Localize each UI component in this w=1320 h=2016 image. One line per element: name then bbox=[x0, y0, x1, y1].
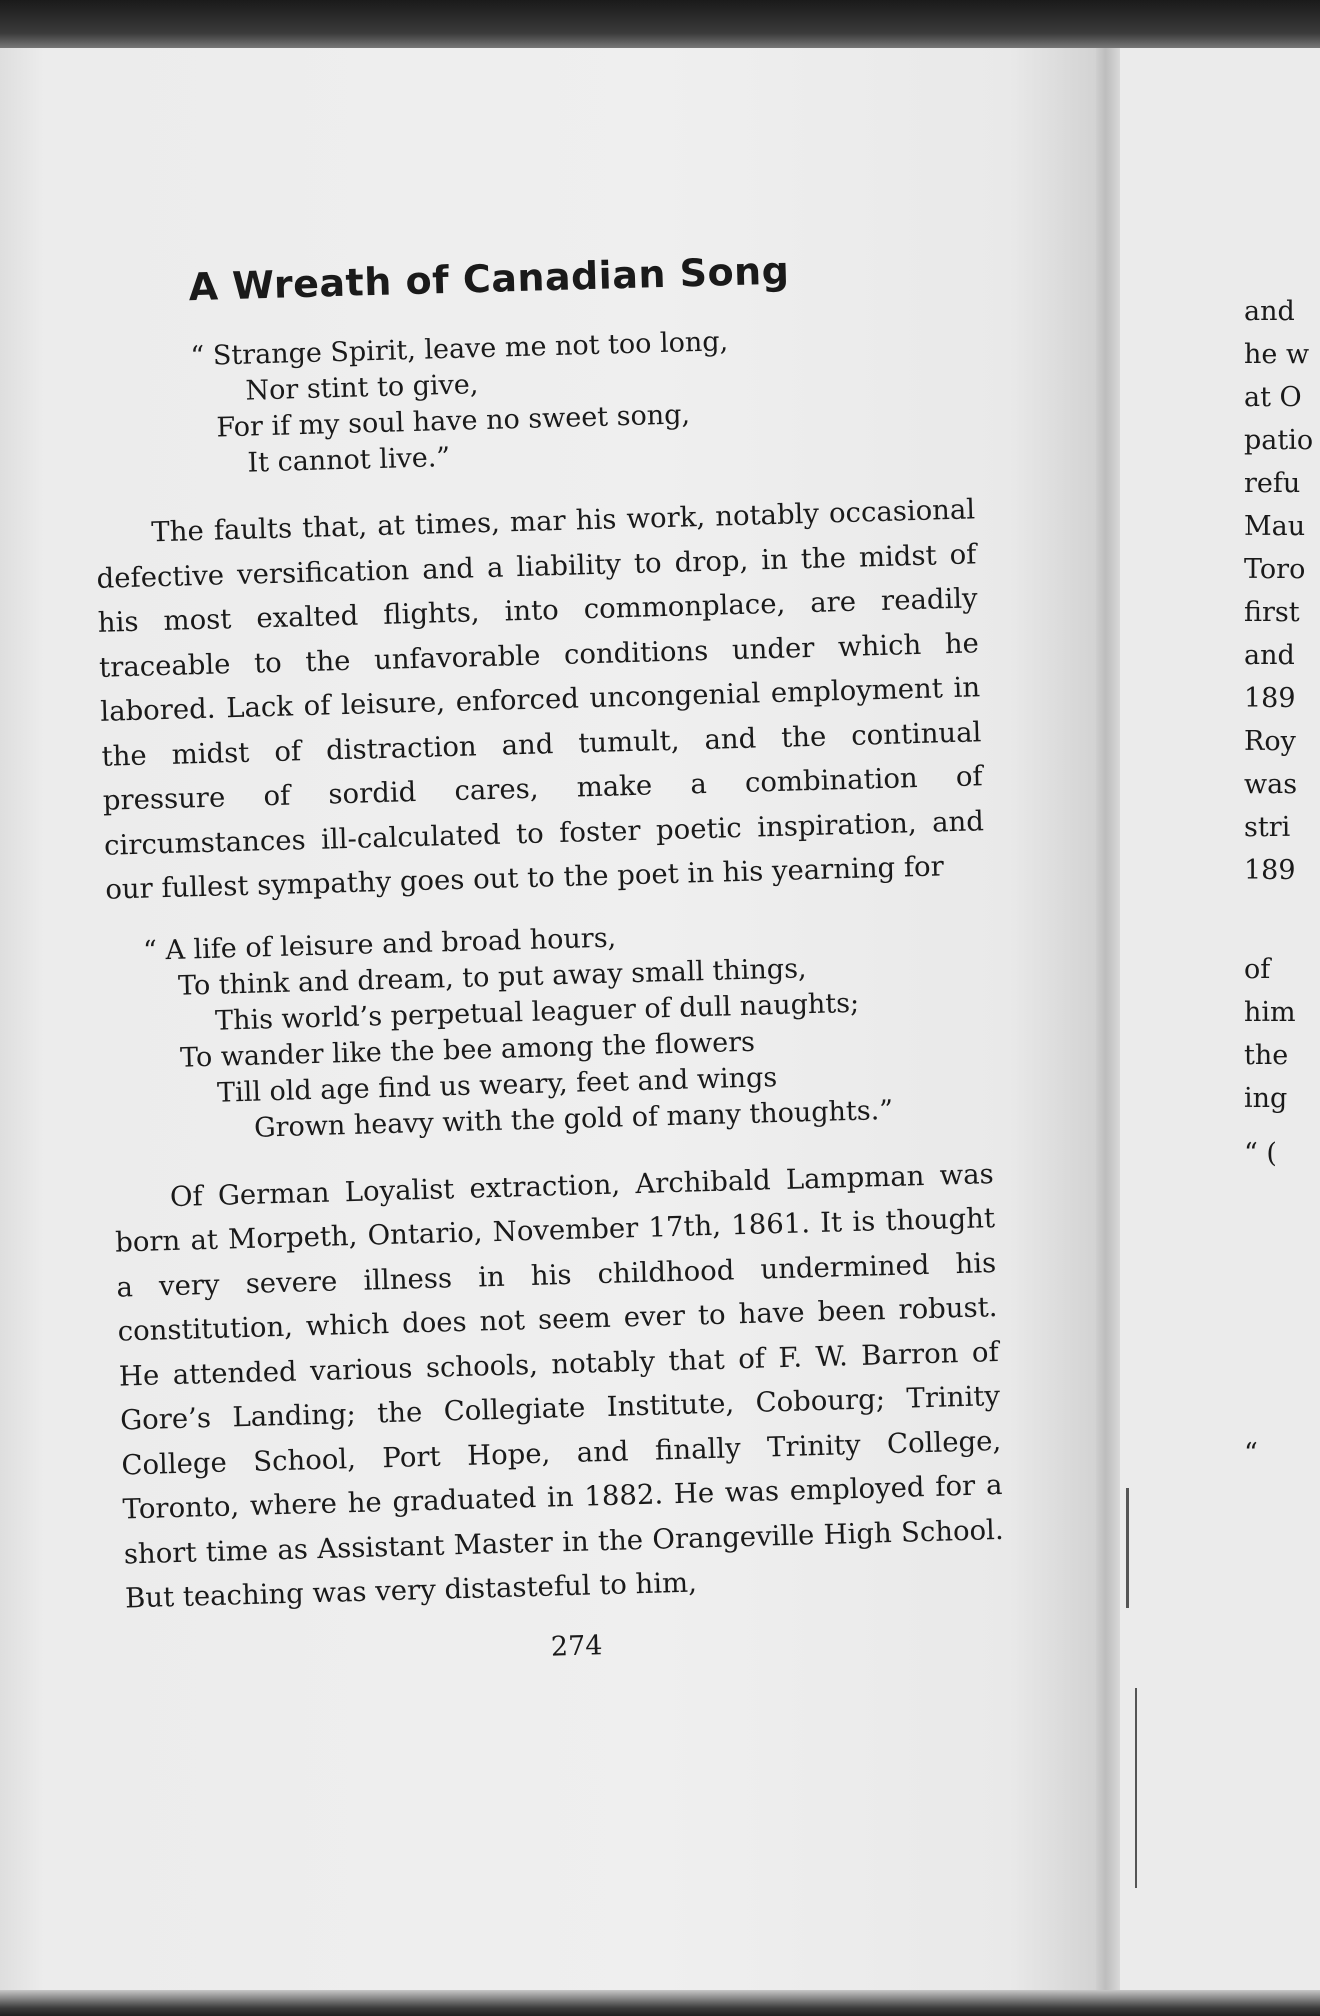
text-fragment: of bbox=[1244, 954, 1271, 985]
text-fragment: the bbox=[1244, 1040, 1289, 1071]
text-fragment: Roy bbox=[1244, 726, 1296, 757]
body-paragraph: The faults that, at times, mar his work, notably occasional defective versification and a liability to drop, in the midst of his most exalted flights, into commonplace, are readily traceable to the unfavorable conditions under which he labored. Lack of leisure, enforced uncongenial employment in the midst of distraction and tumult, and the continual pressure of sordid cares, make a combination of circumstances ill-calculated to foster poetic inspiration, and our fullest sympathy goes out to the poet in his yearning for bbox=[96, 493, 985, 906]
verse-line: “ A life of leisure and broad hours, bbox=[142, 922, 617, 967]
text-fragment: 189 bbox=[1244, 855, 1296, 886]
left-page bbox=[0, 48, 1098, 2016]
running-title: A Wreath of Canadian Song bbox=[187, 248, 790, 310]
text-fragment: was bbox=[1244, 769, 1298, 800]
text-fragment: “ bbox=[1244, 1438, 1258, 1469]
epigraph-verse bbox=[90, 317, 974, 486]
quoted-verse bbox=[107, 910, 993, 1150]
page-edge-shadow bbox=[1126, 1488, 1129, 1608]
text-fragment: “ ( bbox=[1244, 1138, 1277, 1169]
text-fragment: and bbox=[1244, 296, 1295, 327]
verse-line: For if my soul have no sweet song, bbox=[216, 399, 691, 444]
text-fragment: him bbox=[1244, 997, 1296, 1028]
page-text-block bbox=[88, 243, 1007, 1674]
text-fragment: he w bbox=[1244, 339, 1310, 370]
verse-line: To wander like the bee among the flowers bbox=[179, 1026, 756, 1074]
text-fragment: stri bbox=[1244, 812, 1291, 843]
verse-line: Grown heavy with the gold of many thoughts.” bbox=[253, 1094, 894, 1144]
verse-line: “ Strange Spirit, leave me not too long, bbox=[190, 326, 729, 373]
verse-line: It cannot live.” bbox=[247, 441, 451, 479]
book-gutter bbox=[1096, 48, 1120, 2016]
text-fragment: patio bbox=[1244, 425, 1314, 456]
text-fragment: refu bbox=[1244, 468, 1301, 499]
verse-line: Nor stint to give, bbox=[245, 369, 479, 407]
text-fragment: Mau bbox=[1244, 511, 1306, 542]
verse-line: This world’s perpetual leaguer of dull naughts; bbox=[214, 987, 860, 1037]
text-fragment: at O bbox=[1244, 382, 1302, 413]
page-edge-shadow bbox=[1135, 1688, 1137, 1888]
verse-line: To think and dream, to put away small things, bbox=[177, 952, 807, 1002]
text-fragment: ing bbox=[1244, 1083, 1288, 1114]
scan-bottom-edge bbox=[0, 1990, 1320, 2016]
text-fragment: Toro bbox=[1244, 554, 1306, 585]
verse-line: Till old age find us weary, feet and wings bbox=[216, 1061, 778, 1109]
page-number: 274 bbox=[550, 1629, 603, 1663]
text-fragment: first bbox=[1244, 597, 1300, 628]
text-fragment: and bbox=[1244, 640, 1295, 671]
body-paragraph: Of German Loyalist extraction, Archibald Lampman was born at Morpeth, Ontario, November 17th, 1861. It is thought a very severe illness in his childhood undermined his constitution, which does not seem ever to have been robust. He attended various schools, notably that of F. W. Barron of Gore’s Landing; the Collegiate Institute, Cobourg; Trinity College School, Port Hope, and finally Trinity College, Toronto, where he graduated in 1882. He was employed for a short time as Assistant Master in the Orangeville High School. But teaching was very distasteful to him, bbox=[114, 1157, 1005, 1615]
text-fragment: 189 bbox=[1244, 683, 1296, 714]
book-spread-scan bbox=[0, 48, 1320, 2016]
